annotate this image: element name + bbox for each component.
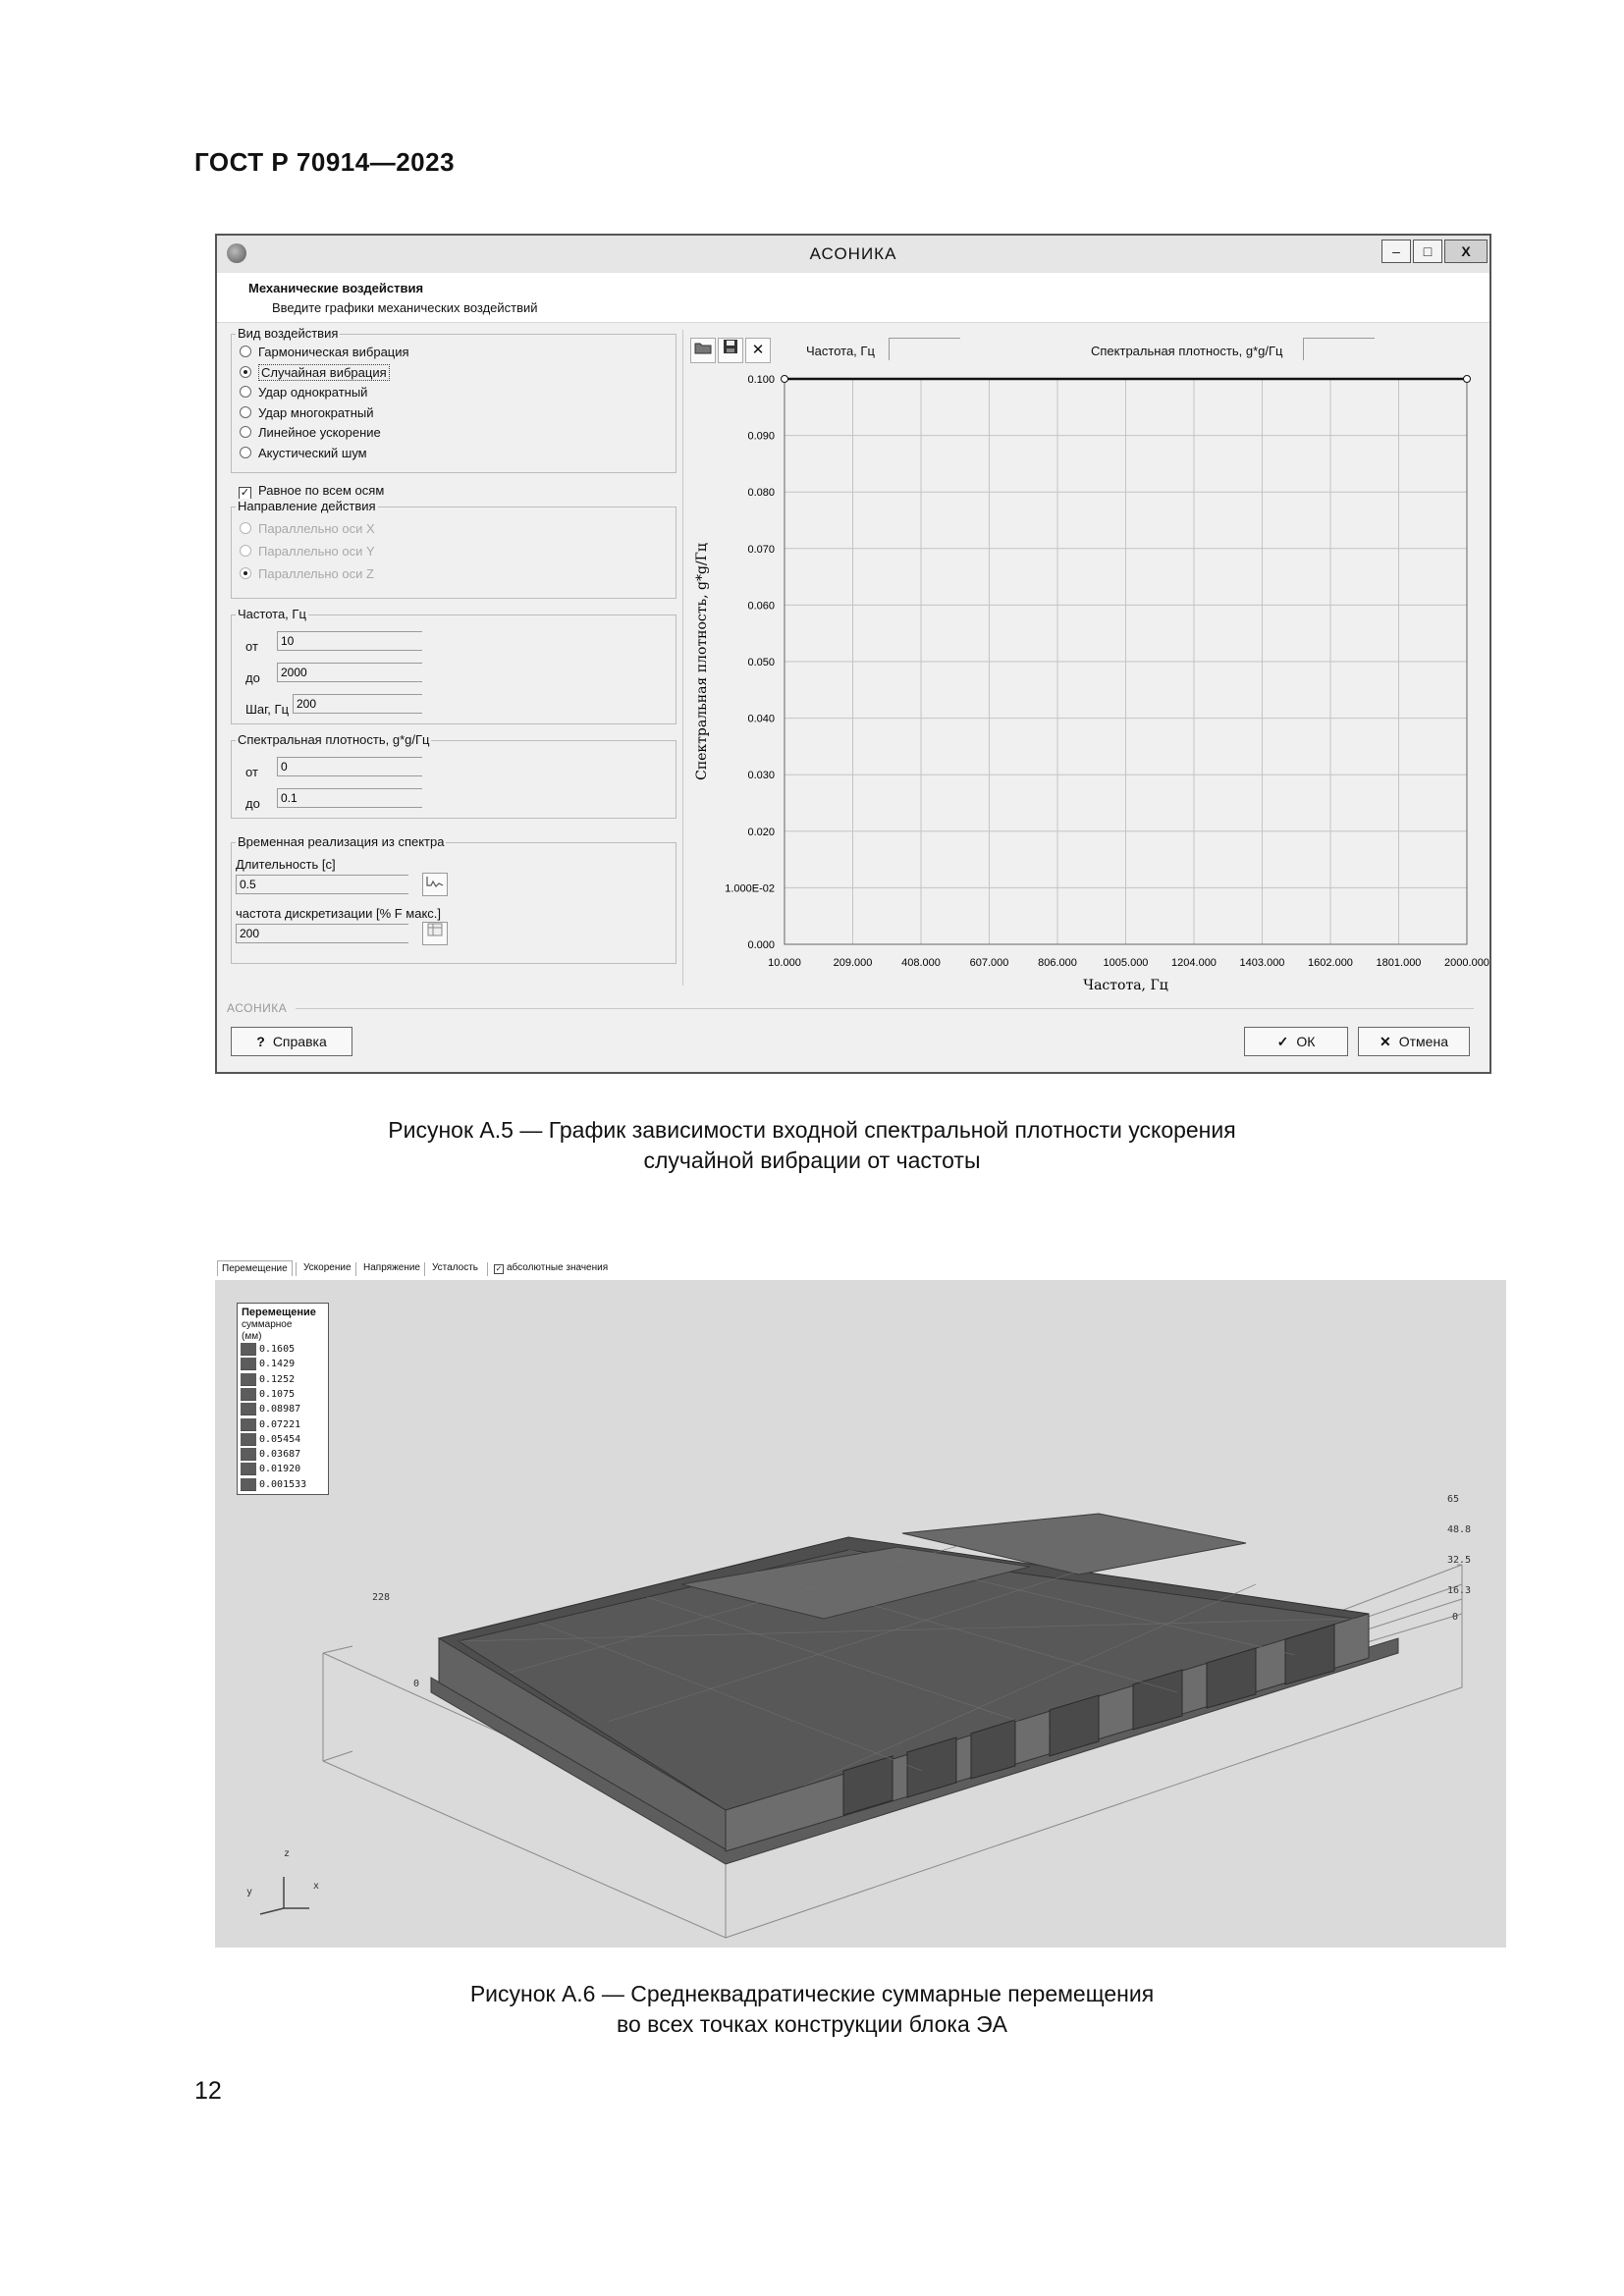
ok-button[interactable] — [1244, 1027, 1348, 1056]
density-field-label: Спектральная плотность, g*g/Гц — [1091, 344, 1283, 358]
absolute-values-label: абсолютные значения — [507, 1262, 609, 1273]
y-tick-label: 0.070 — [747, 543, 775, 556]
direction-option — [240, 566, 374, 581]
caption-a5-line1: Рисунок А.5 — График зависимости входной спектральной плотности ускорения — [388, 1117, 1236, 1143]
tab-separator — [487, 1262, 488, 1276]
legend-swatch — [241, 1343, 256, 1356]
legend-swatch — [241, 1403, 256, 1415]
time-realization-legend: Временная реализация из спектра — [238, 834, 445, 849]
direction-legend: Направление действия — [238, 499, 376, 513]
y-tick-label: 0.030 — [747, 770, 775, 782]
axis-y-label: y — [246, 1887, 253, 1897]
legend-swatch — [241, 1463, 256, 1475]
frequency-from-label: от — [245, 639, 258, 654]
scale-left-zero: 0 — [413, 1679, 420, 1689]
legend-row — [241, 1388, 327, 1401]
status-label: АСОНИКА — [227, 1001, 288, 1015]
y-tick-label: 0.000 — [747, 939, 775, 951]
absolute-check-icon: ✓ — [495, 1264, 503, 1273]
legend-title: Перемещение — [242, 1307, 316, 1318]
frequency-to-label: до — [245, 670, 260, 685]
header-panel — [217, 273, 1489, 323]
frequency-legend: Частота, Гц — [238, 607, 306, 621]
radio-icon[interactable] — [240, 447, 251, 458]
equal-axes-label: Равное по всем осям — [258, 483, 385, 498]
scale-right-5: 0 — [1452, 1612, 1459, 1623]
direction-group — [231, 499, 677, 599]
y-tick-label: 0.050 — [747, 657, 775, 668]
caption-a6-line1: Рисунок А.6 — Среднеквадратические суммарные перемещения — [469, 1981, 1155, 2006]
x-tick-label: 1005.000 — [1103, 957, 1149, 969]
legend-value: 0.08987 — [259, 1404, 301, 1415]
x-axis-label: Частота, Гц — [1083, 978, 1168, 993]
scale-right-3: 32.5 — [1447, 1555, 1472, 1566]
direction-option-label: Параллельно оси X — [258, 521, 375, 536]
page-number: 12 — [194, 2077, 222, 2105]
legend-row — [241, 1373, 327, 1386]
equal-axes-checkbox[interactable] — [239, 483, 384, 500]
axis-z-label: z — [284, 1848, 291, 1859]
legend-swatch — [241, 1418, 256, 1431]
direction-option-label: Параллельно оси Z — [258, 566, 374, 581]
radio-icon[interactable] — [240, 366, 251, 378]
settings-panel — [229, 326, 678, 997]
cancel-button[interactable] — [1358, 1027, 1470, 1056]
impact-type-option-label: Акустический шум — [258, 445, 367, 460]
scale-right-2: 48.8 — [1447, 1524, 1472, 1535]
panel-separator — [682, 330, 683, 986]
legend-swatch — [241, 1388, 256, 1401]
legend-row — [241, 1478, 327, 1491]
duration-input[interactable] — [236, 875, 408, 894]
cancel-button-label: Отмена — [1398, 1034, 1448, 1049]
radio-icon[interactable] — [240, 426, 251, 438]
duration-label: Длительность [c] — [236, 857, 336, 872]
panel-subtitle: Введите графики механических воздействий — [272, 300, 538, 315]
color-legend — [237, 1303, 329, 1495]
radio-icon — [240, 522, 251, 534]
y-tick-label: 0.060 — [747, 600, 775, 613]
radio-icon[interactable] — [240, 406, 251, 418]
help-button[interactable] — [231, 1027, 352, 1056]
y-tick-label: 0.090 — [747, 430, 775, 443]
x-tick-label: 1602.000 — [1308, 957, 1353, 969]
legend-value: 0.1429 — [259, 1359, 296, 1370]
density-field-input[interactable] — [1303, 338, 1375, 360]
legend-units: (мм) — [242, 1331, 262, 1342]
frequency-to-input[interactable] — [277, 663, 422, 682]
axis-triad-icon — [260, 1877, 309, 1914]
legend-row — [241, 1343, 327, 1356]
impact-type-option[interactable] — [240, 446, 367, 460]
x-tick-label: 2000.000 — [1444, 957, 1489, 969]
scale-right-1: 65 — [1447, 1494, 1460, 1505]
impact-type-option[interactable] — [240, 405, 374, 420]
maximize-button[interactable]: □ — [1413, 240, 1442, 263]
legend-row — [241, 1433, 327, 1446]
scale-left-top: 228 — [372, 1592, 391, 1603]
tab-separator — [296, 1262, 297, 1276]
impact-type-option-label: Гармоническая вибрация — [258, 345, 409, 359]
density-from-label: от — [245, 765, 258, 779]
impact-type-option[interactable] — [240, 345, 409, 359]
caption-a5-line2: случайной вибрации от частоты — [643, 1148, 981, 1173]
impact-type-option[interactable] — [240, 385, 367, 400]
legend-value: 0.1075 — [259, 1388, 296, 1400]
legend-value: 0.01920 — [259, 1464, 301, 1475]
direction-option — [240, 544, 375, 559]
x-tick-label: 1204.000 — [1171, 957, 1217, 969]
model-3d-view[interactable] — [215, 1280, 1506, 1948]
x-tick-label: 209.000 — [833, 957, 873, 969]
y-tick-label: 0.040 — [747, 713, 775, 725]
clear-icon[interactable]: ✕ — [745, 338, 771, 363]
app-window — [215, 234, 1491, 1074]
y-axis-label: Спектральная плотность, g*g/Гц — [694, 543, 710, 780]
legend-swatch — [241, 1373, 256, 1386]
tab-separator — [355, 1262, 356, 1276]
document-header: ГОСТ Р 70914—2023 — [194, 147, 456, 177]
check-icon: ✓ — [1276, 1034, 1289, 1049]
results-tabs — [215, 1258, 1506, 1280]
spectral-density-legend: Спектральная плотность, g*g/Гц — [238, 732, 430, 747]
absolute-values-checkbox[interactable] — [490, 1260, 612, 1276]
equal-axes-check-icon[interactable]: ✓ — [240, 487, 250, 499]
frequency-step-label: Шаг, Гц — [245, 702, 290, 717]
help-button-label: Справка — [272, 1034, 327, 1049]
legend-value: 0.1252 — [259, 1373, 296, 1385]
title-bar — [217, 236, 1489, 274]
caption-a6 — [0, 1979, 1624, 2040]
data-point[interactable] — [782, 376, 788, 383]
radio-icon — [240, 545, 251, 557]
radio-icon — [240, 567, 251, 579]
spectral-density-group — [231, 732, 677, 819]
impact-type-option-label: Удар однократный — [258, 385, 368, 400]
ok-button-label: ОК — [1296, 1034, 1316, 1049]
legend-value: 0.1605 — [259, 1344, 296, 1355]
tab-acceleration[interactable]: Ускорение — [303, 1262, 352, 1273]
legend-swatch — [241, 1358, 256, 1370]
signal-preview-icon[interactable] — [422, 873, 448, 896]
close-button[interactable]: X — [1444, 240, 1488, 263]
x-tick-label: 806.000 — [1038, 957, 1077, 969]
open-file-icon[interactable] — [690, 338, 716, 363]
x-tick-label: 10.000 — [768, 957, 801, 969]
results-view — [215, 1258, 1506, 1948]
density-to-input[interactable] — [277, 788, 422, 808]
legend-value: 0.001533 — [259, 1478, 307, 1490]
status-divider — [296, 1008, 1474, 1009]
help-icon: ? — [256, 1034, 265, 1049]
density-to-label: до — [245, 796, 260, 811]
axis-x-label: x — [313, 1881, 320, 1892]
spectral-density-chart — [686, 363, 1491, 1041]
time-realization-group — [231, 834, 677, 964]
x-tick-label: 1403.000 — [1239, 957, 1285, 969]
sampling-input[interactable] — [236, 924, 408, 943]
legend-row — [241, 1418, 327, 1431]
cancel-icon: ✕ — [1380, 1034, 1391, 1049]
x-tick-label: 1801.000 — [1376, 957, 1422, 969]
data-point[interactable] — [1464, 376, 1471, 383]
tab-fatigue[interactable]: Усталость — [432, 1262, 479, 1273]
window-title: АСОНИКА — [809, 244, 897, 263]
tab-separator — [424, 1262, 425, 1276]
tab-displacement[interactable]: Перемещение — [217, 1260, 293, 1276]
legend-subtitle: суммарное — [242, 1319, 293, 1330]
frequency-from-input[interactable] — [277, 631, 422, 651]
x-tick-label: 408.000 — [901, 957, 941, 969]
minimize-button[interactable]: – — [1381, 240, 1411, 263]
legend-swatch — [241, 1433, 256, 1446]
impact-type-option[interactable] — [240, 365, 390, 380]
radio-icon[interactable] — [240, 346, 251, 357]
legend-row — [241, 1358, 327, 1370]
x-tick-label: 607.000 — [969, 957, 1009, 969]
y-tick-label: 1.000E-02 — [725, 882, 775, 895]
impact-type-option-label: Удар многократный — [258, 404, 374, 420]
legend-value: 0.05454 — [259, 1433, 301, 1445]
y-tick-label: 0.080 — [747, 487, 775, 500]
impact-type-option-label: Линейное ускорение — [258, 425, 381, 440]
legend-row — [241, 1463, 327, 1475]
table-icon[interactable] — [422, 922, 448, 945]
caption-a6-line2: во всех точках конструкции блока ЭА — [616, 2011, 1007, 2037]
impact-type-group — [231, 326, 677, 473]
freq-field-label: Частота, Гц — [806, 344, 875, 358]
direction-option-label: Параллельно оси Y — [258, 544, 375, 559]
legend-swatch — [241, 1448, 256, 1461]
scale-right-4: 16.3 — [1447, 1585, 1472, 1596]
legend-value: 0.07221 — [259, 1418, 301, 1430]
legend-row — [241, 1403, 327, 1415]
impact-type-legend: Вид воздействия — [238, 326, 339, 341]
save-icon[interactable] — [718, 338, 743, 363]
legend-row — [241, 1448, 327, 1461]
sampling-label: частота дискретизации [% F макс.] — [236, 906, 442, 921]
y-tick-label: 0.100 — [747, 374, 775, 386]
frequency-step-input[interactable] — [293, 694, 422, 714]
impact-type-option[interactable] — [240, 425, 381, 440]
density-from-input[interactable] — [277, 757, 422, 776]
impact-type-option-label: Случайная вибрация — [258, 364, 390, 381]
caption-a5 — [0, 1115, 1624, 1176]
panel-title: Механические воздействия — [248, 281, 424, 295]
legend-value: 0.03687 — [259, 1449, 301, 1461]
frequency-group — [231, 607, 677, 724]
direction-option — [240, 521, 375, 536]
y-tick-label: 0.020 — [747, 826, 775, 838]
freq-field-input[interactable] — [889, 338, 960, 360]
radio-icon[interactable] — [240, 386, 251, 398]
tab-stress[interactable]: Напряжение — [363, 1262, 420, 1273]
legend-swatch — [241, 1478, 256, 1491]
